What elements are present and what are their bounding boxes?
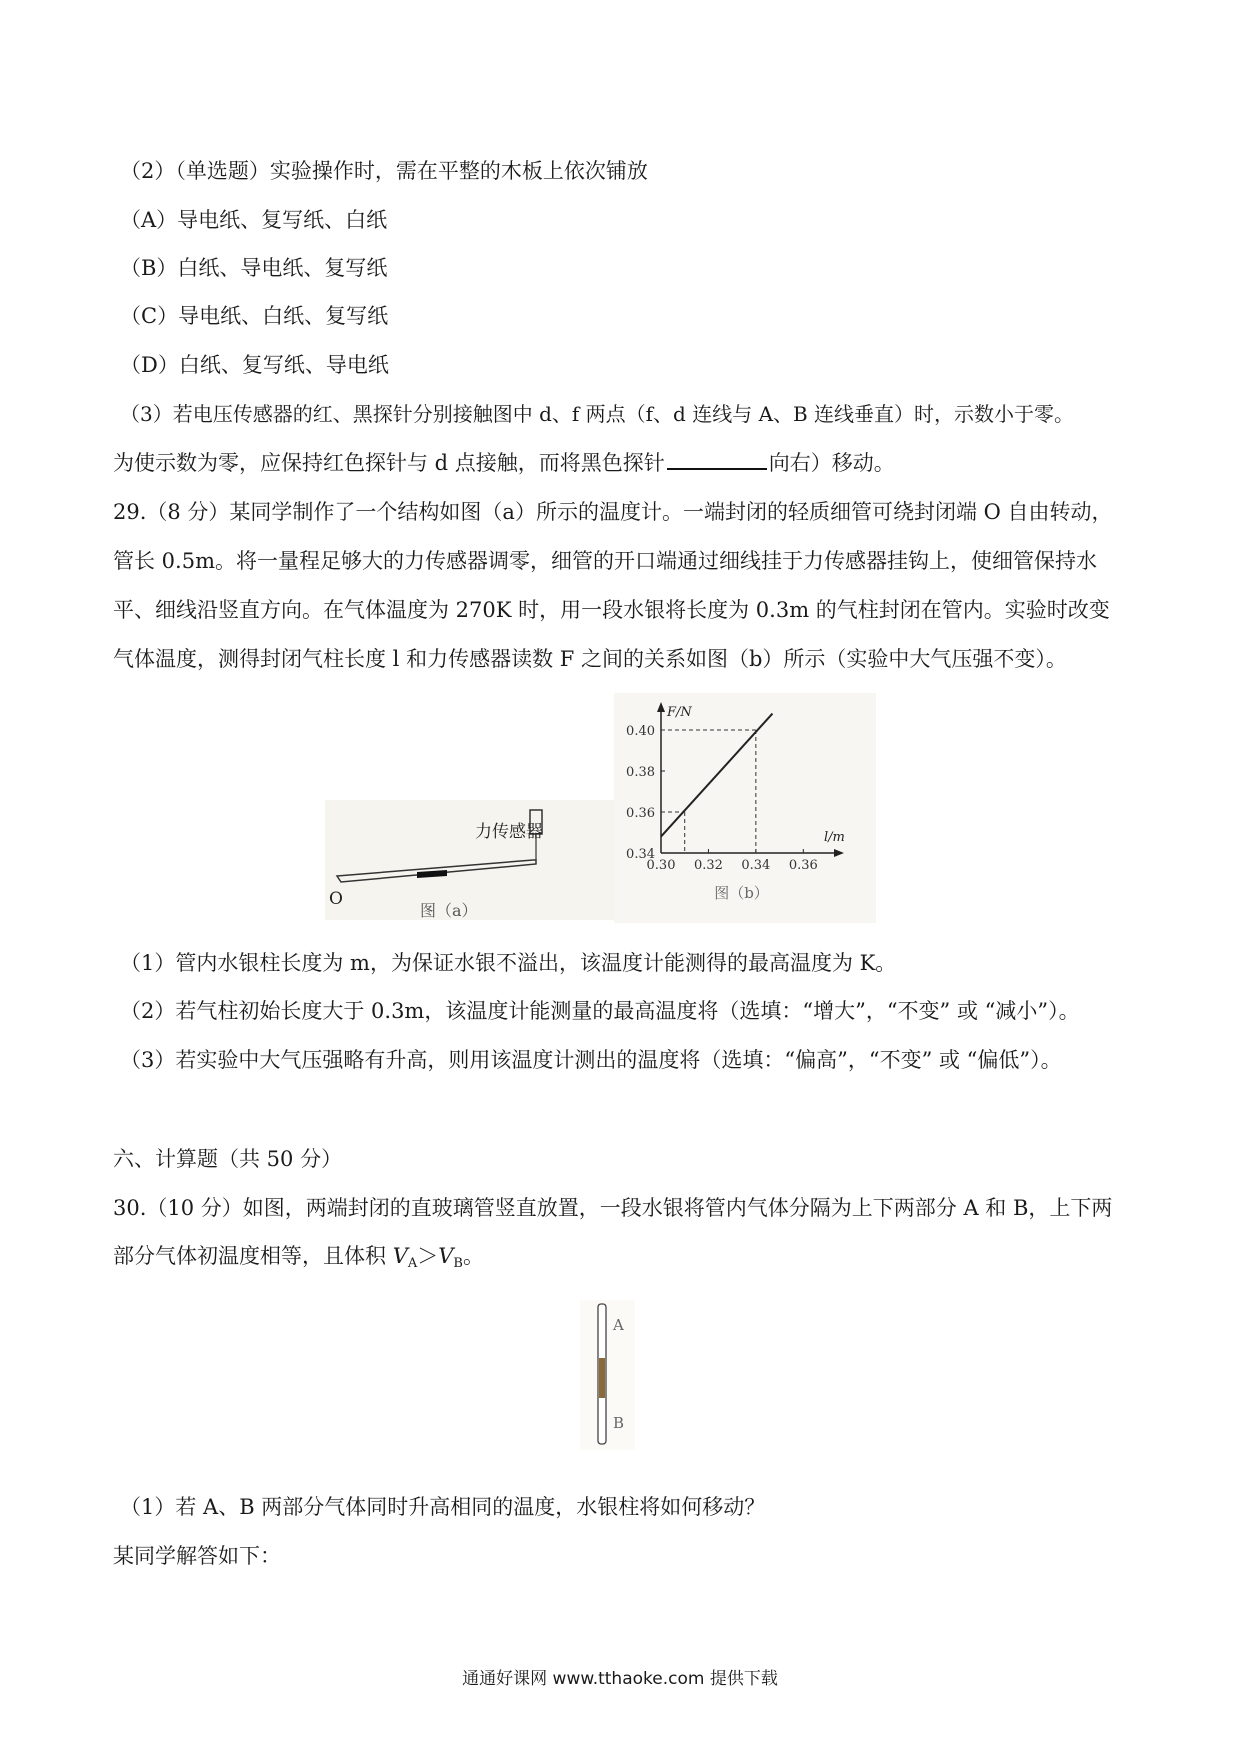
q28-option-b: （B）白纸、导电纸、复写纸 [120,256,388,280]
y-tick-label: 0.36 [626,806,655,821]
vb-subscript: B [453,1256,463,1271]
figure-b-caption: 图（b） [714,884,769,902]
q30-line2-end: 。 [462,1244,484,1268]
pivot-o-label: O [329,889,343,909]
figure-glass-tube [580,1300,635,1450]
y-axis-arrow [657,702,665,712]
vb-symbol: V [438,1244,454,1268]
va-symbol: V [392,1244,408,1268]
mercury-segment [599,1358,605,1398]
q29-sub1: （1）管内水银柱长度为 m，为保证水银不溢出，该温度计能测得的最高温度为 K。 [120,951,897,975]
chart-svg [614,693,876,923]
q28-part3-line1: （3）若电压传感器的红、黑探针分别接触图中 d、f 两点（f、d 连线与 A、B 连线垂直）时，示数小于零。 [120,402,1075,426]
va-subscript: A [407,1256,418,1271]
q29-line1: 29.（8 分）某同学制作了一个结构如图（a）所示的温度计。一端封闭的轻质细管可绕封闭端 O 自由转动， [113,500,1113,524]
q30-sub1: （1）若 A、B 两部分气体同时升高相同的温度，水银柱将如何移动？ [120,1495,766,1519]
q30-line2-text: 部分气体初温度相等，且体积 [113,1244,393,1268]
figure-b-chart [614,693,876,923]
q28-option-a: （A）导电纸、复写纸、白纸 [120,208,388,232]
x-axis-arrow [834,849,844,857]
q30-line2 [113,1241,1143,1279]
footer-credit: 通通好课网 www.tthaoke.com 提供下载 [462,1669,778,1689]
q30-line1: 30.（10 分）如图，两端封闭的直玻璃管竖直放置，一段水银将管内气体分隔为上下两部分 A 和 B，上下两 [113,1196,1113,1220]
q29-sub2: （2）若气柱初始长度大于 0.3m，该温度计能测量的最高温度将（选填：“增大”，“不变” 或 “减小”）。 [120,999,1080,1023]
y-tick-label: 0.38 [626,765,655,780]
x-axis-label: l/m [824,830,845,845]
q30-sub2: 某同学解答如下： [113,1544,281,1568]
gas-a-label: A [613,1316,624,1334]
mercury-column [417,870,447,878]
x-tick-label: 0.32 [693,858,723,873]
sensor-label: 力传感器 [475,822,543,842]
q29-line4: 气体温度，测得封闭气柱长度 l 和力传感器读数 F 之间的关系如图（b）所示（实验中大气压强不变）。 [113,647,1067,671]
q28-part3-line2 [113,448,1143,478]
q28-option-c: （C）导电纸、白纸、复写纸 [120,304,389,328]
q28-part3-text-b: 向右）移动。 [768,451,895,475]
q29-line3: 平、细线沿竖直方向。在气体温度为 270K 时，用一段水银将长度为 0.3m 的气柱封闭在管内。实验时改变 [113,598,1110,622]
q29-sub3: （3）若实验中大气压强略有升高，则用该温度计测出的温度将（选填：“偏高”，“不变” 或 “偏低”）。 [120,1048,1062,1072]
q28-part2: （2）（单选题）实验操作时，需在平整的木板上依次铺放 [120,159,648,183]
x-tick-label: 0.34 [741,858,771,873]
figure-a-thermometer [325,800,617,920]
q28-part3-text-a: 为使示数为零，应保持红色探针与 d 点接触，而将黑色探针 [113,451,665,475]
q29-line2: 管长 0.5m。将一量程足够大的力传感器调零，细管的开口端通过细线挂于力传感器挂钩上，使细管保持水 [113,549,1097,573]
answer-blank [667,448,767,470]
y-tick-label: 0.40 [626,724,655,739]
y-axis-label: F/N [667,705,692,720]
greater-than: ＞ [417,1244,439,1268]
gas-b-label: B [613,1414,625,1432]
q28-option-d: （D）白纸、复写纸、导电纸 [120,353,389,377]
x-tick-label: 0.30 [646,858,676,873]
y-tick-label: 0.34 [626,847,655,862]
x-tick-label: 0.36 [788,858,818,873]
figure-a-caption: 图（a） [420,901,478,920]
section6-heading: 六、计算题（共 50 分） [113,1147,343,1171]
